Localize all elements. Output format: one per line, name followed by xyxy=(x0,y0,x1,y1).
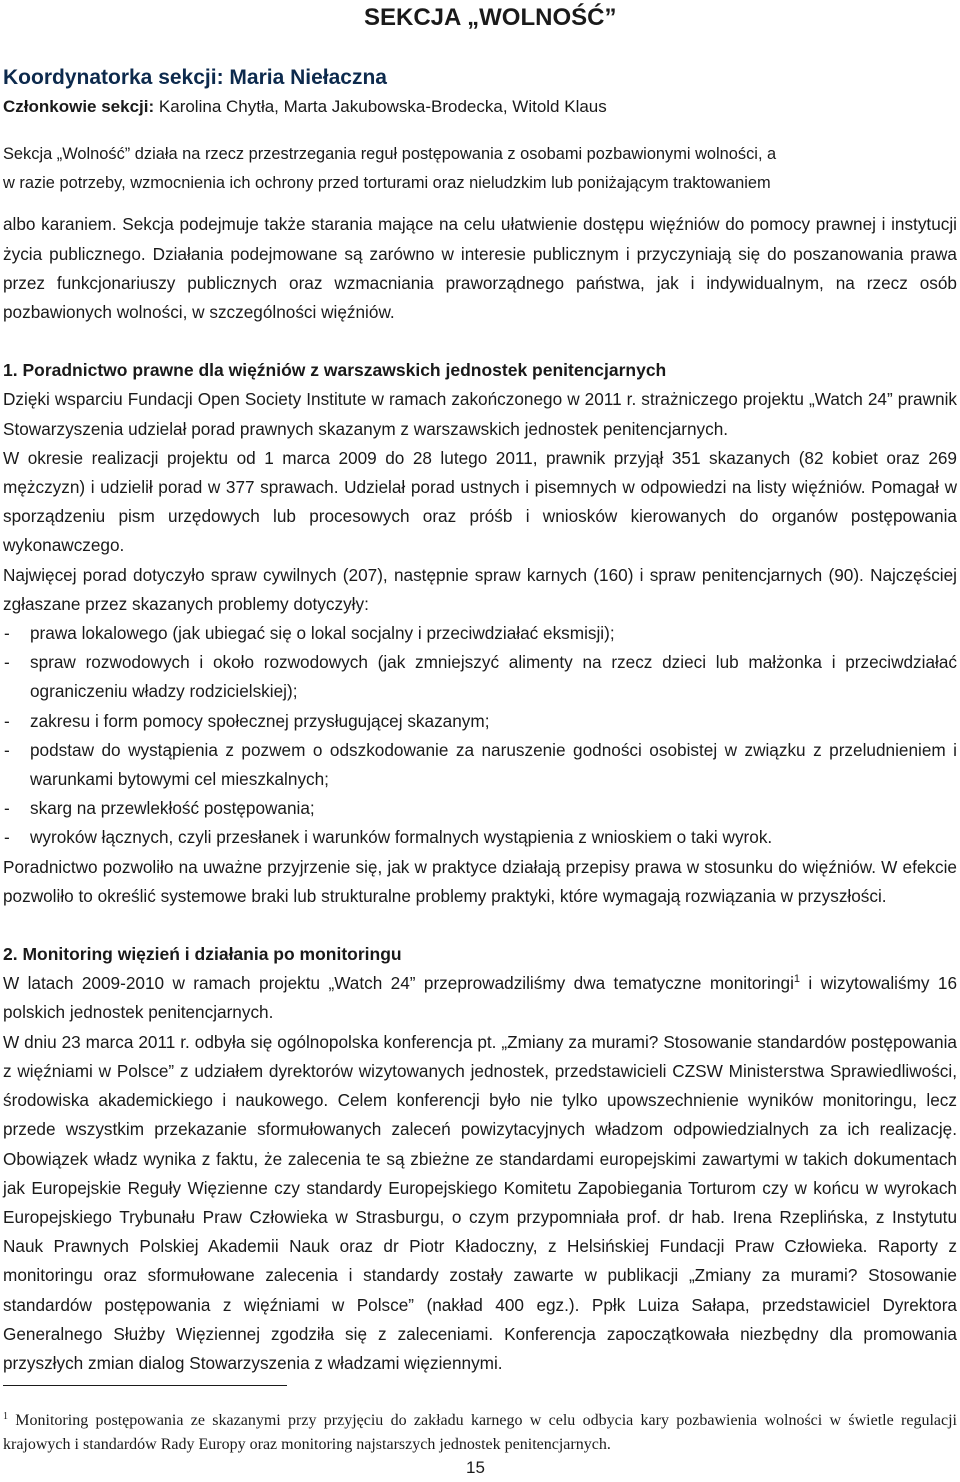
footnote-reference[interactable]: 1 xyxy=(793,973,801,986)
page-content xyxy=(3,64,957,1378)
section-1-paragraph-statistics: W okresie realizacji projektu od 1 marca 2009 do 28 lutego 2011, prawnik przyjął 351 skazanych (82 kobiet oraz 269 mężczyzn) i udzielił porad w 377 sprawach. Udzielał porad ustnych i pisemnych w odpowiedzi na listy więźniów. Pomagał w sporządzeniu pism urzędowych lub procesowych oraz próśb i wniosków kierowanych do organów postępowania wykonawczego. xyxy=(3,447,957,556)
page-number: 15 xyxy=(466,1458,485,1477)
section-1-heading: 1. Poradnictwo prawne dla więźniów z warszawskich jednostek penitencjarnych xyxy=(3,360,667,381)
list-item-text: prawa lokalowego (jak ubiegać się o lokal socjalny i przeciwdziałać eksmisji); xyxy=(30,623,615,644)
section-description-paragraph: albo karaniem. Sekcja podejmuje także starania mające na celu ułatwienie dostępu więźniów do pomocy prawnej i instytucji życia publicznego. Działania podejmowane są zarówno w interesie publicznym i przyczyniają się do poszanowania prawa przez funkcjonariuszy publicznych oraz wzmacniania praworządnego państwa, jak i indywidualnym, na rzecz osób pozbawionych wolności, w szczególności więźniów. xyxy=(3,214,957,323)
footnote xyxy=(3,1409,957,1457)
footnote-marker: 1 xyxy=(3,1411,8,1422)
footnote-text: Monitoring postępowania ze skazanymi przy przyjęciu do zakładu karnego w celu odbycia kary pozbawienia wolności w świetle regulacji krajowych i standardów Rady Europy oraz monitoring najstarszych jednostek penitencjarnych. xyxy=(3,1412,957,1453)
intro-line: Sekcja „Wolność” działa na rzecz przestrzegania reguł postępowania z osobami pozbawionymi wolności, a xyxy=(3,145,777,163)
section-members-label: Członkowie sekcji: xyxy=(3,97,155,116)
footnote-divider xyxy=(3,1385,287,1386)
problems-list xyxy=(3,619,957,853)
list-item: - zakresu i form pomocy społecznej przysługującej skazanym; xyxy=(4,710,490,731)
section-1-paragraph-conclusion: Poradnictwo pozwoliło na uważne przyjrzenie się, jak w praktyce działają przepisy prawa w stosunku do więźniów. W efekcie pozwoliło to określić systemowe braki lub strukturalne problemy praktyki, które wymagają rozwiązania w przyszłości. xyxy=(3,856,957,906)
section-coordinator: Koordynatorka sekcji: Maria Niełaczna xyxy=(3,66,387,89)
spacer xyxy=(3,911,957,940)
section-1-paragraph-funding: Dzięki wsparciu Fundacji Open Society Institute w ramach zakończonego w 2011 r. strażniczego projektu „Watch 24” prawnik Stowarzyszenia udzielał porad prawnych skazanym z warszawskich jednostek penitencjarnych. xyxy=(3,389,957,439)
list-item-text: zakresu i form pomocy społecznej przysługującej skazanym; xyxy=(30,710,490,731)
list-item: - skarg na przewlekłość postępowania; xyxy=(4,798,315,819)
list-item: - prawa lokalowego (jak ubiegać się o lokal socjalny i przeciwdziałać eksmisji); xyxy=(4,623,615,644)
section-2-paragraph-text: W latach 2009-2010 w ramach projektu „Watch 24” przeprowadziliśmy dwa tematyczne monitoringi xyxy=(3,973,794,994)
list-item: - podstaw do wystąpienia z pozwem o odszkodowanie za naruszenie godności osobistej w związku z przeludnieniem i warunkami bytowymi cel mieszkalnych; xyxy=(4,739,957,790)
list-item: - wyroków łącznych, czyli przesłanek i warunków formalnych wystąpienia z wnioskiem o taki wyrok. xyxy=(4,827,773,848)
section-2-paragraph-text: i wizytowaliśmy 16 polskich jednostek penitencjarnych. xyxy=(3,973,957,1023)
list-item: - spraw rozwodowych i około rozwodowych (jak zmniejszyć alimenty na rzecz dzieci lub małżonka i przeciwdziałać ograniczeniu władzy rodzicielskiej); xyxy=(4,652,957,702)
section-2-paragraph-monitoring xyxy=(3,969,957,1027)
list-item-text: skarg na przewlekłość postępowania; xyxy=(30,798,315,819)
section-members-list: Karolina Chytła, Marta Jakubowska-Brodecka, Witold Klaus xyxy=(154,97,607,116)
section-2-paragraph-conference: W dniu 23 marca 2011 r. odbyła się ogólnopolska konferencja pt. „Zmiany za murami? Stosowanie standardów postępowania z więźniami w Polsce” z udziałem dyrektorów wizytowanych jednostek, przedstawicieli CZSW Ministerstwa Sprawiedliwości, środowiska akademickiego i naukowego. Celem konferencji było nie tylko upowszechnienie wyników monitoringu, lecz przede wszystkim przekazanie sformułowanych zaleceń powizytacyjnych władzom odpowiedzialnych za ich realizację. Obowiązek władz wynika z faktu, że zalecenia te są zbieżne ze standardami europejskimi zawartymi w takich dokumentach jak Europejskie Reguły Więzienne czy standardy Europejskiego Komitetu Zapobiegania Torturom czy w końcu w wyrokach Europejskiego Trybunału Praw Człowieka w Strasburgu, o czym przypomniała prof. dr hab. Irena Rzeplińska, z Instytutu Nauk Prawnych Polskiej Akademii Nauk oraz dr Piotr Kładoczny, z Helsińskiej Fundacji Praw Człowieka. Raporty z monitoringu oraz sformułowane zalecenia i standardy zostały zawarte w publikacji „Zmiany za murami? Stosowanie standardów postępowania z więźniami w Polsce” (nakład 400 egz.). Ppłk Luiza Sałapa, przedstawiciel Dyrektora Generalnego Służby Więziennej zgodziła się z zaleceniami. Konferencja zapoczątkowała niezbędny dla promowania przyszłych zmian dialog Stowarzyszenia z władzami więziennymi. xyxy=(3,1031,957,1373)
list-item-text: podstaw do wystąpienia z pozwem o odszkodowanie za naruszenie godności osobistej w związku z przeludnieniem i warunkami bytowymi cel mieszkalnych; xyxy=(30,739,957,790)
list-item-text: wyroków łącznych, czyli przesłanek i warunków formalnych wystąpienia z wnioskiem o taki wyrok. xyxy=(30,827,773,848)
section-members xyxy=(3,92,957,122)
spacer xyxy=(3,327,957,356)
section-1-paragraph-case-types: Najwięcej porad dotyczyło spraw cywilnych (207), następnie spraw karnych (160) i spraw penitencjarnych (90). Najczęściej zgłaszane przez skazanych problemy dotyczyły: xyxy=(3,564,957,614)
intro-paragraph xyxy=(3,140,957,198)
section-2-heading: 2. Monitoring więzień i działania po monitoringu xyxy=(3,944,402,965)
intro-line: w razie potrzeby, wzmocnienia ich ochrony przed torturami oraz nieludzkim lub poniżającym traktowaniem xyxy=(3,174,771,193)
list-item-text: spraw rozwodowych i około rozwodowych (jak zmniejszyć alimenty na rzecz dzieci lub małżonka i przeciwdziałać ograniczeniu władzy rodzicielskiej); xyxy=(30,652,957,702)
page-title: SEKCJA „WOLNOŚĆ” xyxy=(364,4,617,31)
